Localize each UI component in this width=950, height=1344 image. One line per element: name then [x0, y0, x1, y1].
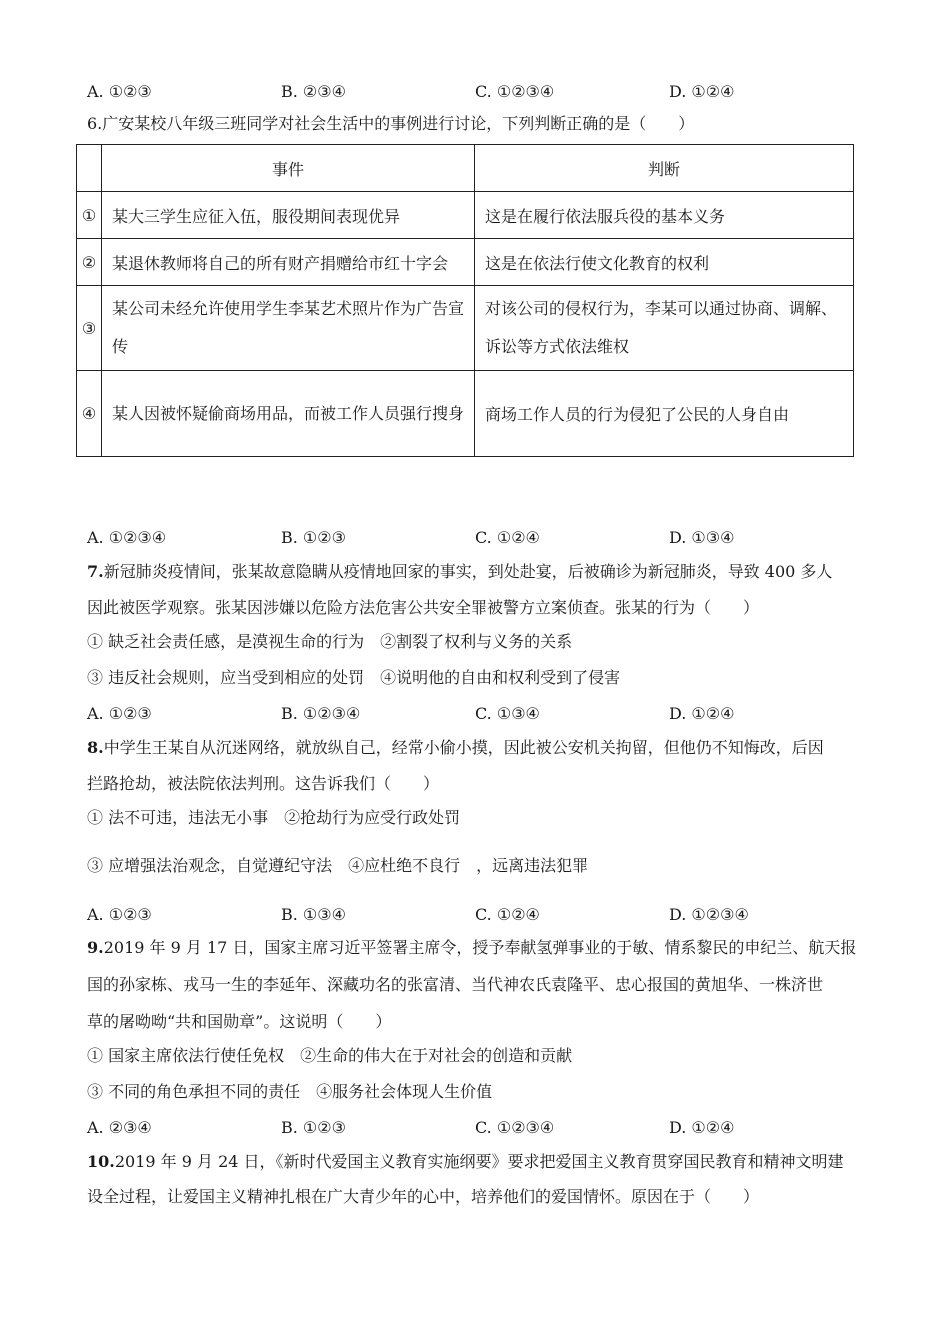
q8-option-b: B. ①③④	[281, 905, 346, 924]
row-judgment: 商场工作人员的行为侵犯了公民的人身自由	[475, 371, 854, 457]
row-judgment: 对该公司的侵权行为，李某可以通过协商、调解、诉讼等方式依法维权	[475, 286, 854, 371]
row-number: ②	[77, 239, 102, 286]
q7-option-d: D. ①②④	[669, 704, 735, 723]
q6-number: 6.	[87, 114, 103, 133]
q7-statements-line2: ③ 违反社会规则，应当受到相应的处罚 ④说明他的自由和权利受到了侵害	[87, 668, 621, 687]
table-header-row	[77, 145, 854, 192]
q9-option-b: B. ①②③	[281, 1118, 346, 1137]
q8-stem-line2: 拦路抢劫，被法院依法判刑。这告诉我们（ ）	[87, 774, 440, 793]
q7-statements-line1: ① 缺乏社会责任感，是漠视生命的行为 ②割裂了权利与义务的关系	[87, 632, 573, 651]
q7-stem-line2: 因此被医学观察。张某因涉嫌以危险方法危害公共安全罪被警方立案侦查。张某的行为（ ）	[87, 598, 760, 617]
q9-number: 9.	[87, 938, 104, 957]
q8-option-d: D. ①②③④	[669, 905, 749, 924]
q6-stem	[87, 114, 694, 134]
table-row	[77, 192, 854, 239]
q8-number: 8.	[87, 738, 104, 757]
table-row	[77, 371, 854, 457]
q7-option-b: B. ①②③④	[281, 704, 361, 723]
q9-statements-line2: ③ 不同的角色承担不同的责任 ④服务社会体现人生价值	[87, 1082, 493, 1101]
q9-option-c: C. ①②③④	[475, 1118, 555, 1137]
row-number: ④	[77, 371, 102, 457]
row-event: 某退休教师将自己的所有财产捐赠给市红十字会	[102, 239, 475, 286]
q8-option-c: C. ①②④	[475, 905, 540, 924]
q8-option-a: A. ①②③	[87, 905, 152, 924]
q7-option-c: C. ①③④	[475, 704, 540, 723]
row-judgment: 这是在依法行使文化教育的权利	[475, 239, 854, 286]
q6-option-a: A. ①②③④	[87, 528, 167, 547]
q10-stem-text: 2019 年 9 月 24 日，《新时代爱国主义教育实施纲要》要求把爱国主义教育贯穿国民教育和精神文明建	[114, 1152, 844, 1171]
q10-stem-line2: 设全过程，让爱国主义精神扎根在广大青少年的心中，培养他们的爱国情怀。原因在于（ ）	[87, 1187, 760, 1206]
q8-stem-text: 中学生王某自从沉迷网络，就放纵自己，经常小偷小摸，因此被公安机关拘留，但他仍不知悔改，后因	[103, 738, 824, 757]
q7-stem-text: 新冠肺炎疫情间，张某故意隐瞒从疫情地回家的事实，到处赴宴，后被确诊为新冠肺炎，导致 400 多人	[103, 562, 833, 581]
q5-option-b: B. ②③④	[281, 82, 346, 101]
table-header-judgment: 判断	[475, 145, 854, 192]
q5-option-c: C. ①②③④	[475, 82, 555, 101]
q7-stem-line1	[87, 562, 832, 582]
q8-statements-line2: ③ 应增强法治观念，自觉遵纪守法 ④应杜绝不良行 ，远离违法犯罪	[87, 856, 589, 875]
q9-stem-text: 2019 年 9 月 17 日，国家主席习近平签署主席令，授予奉献氢弹事业的于敏、情系黎民的申纪兰、航天报	[103, 938, 857, 957]
q10-stem-line1	[87, 1152, 844, 1172]
q9-stem-line2: 国的孙家栋、戎马一生的李延年、深藏功名的张富清、当代神农氏袁隆平、忠心报国的黄旭华、一株济世	[87, 975, 824, 994]
q10-number: 10.	[87, 1152, 115, 1171]
q8-statements-line1: ① 法不可违，违法无小事 ②抢劫行为应受行政处罚	[87, 808, 461, 827]
q9-option-d: D. ①②④	[669, 1118, 735, 1137]
q7-option-a: A. ①②③	[87, 704, 152, 723]
table-header-num	[77, 145, 102, 192]
q5-option-a: A. ①②③	[87, 82, 152, 101]
row-event: 某大三学生应征入伍，服役期间表现优异	[102, 192, 475, 239]
row-event: 某公司未经允许使用学生李某艺术照片作为广告宣传	[102, 286, 475, 371]
q9-statements-line1: ① 国家主席依法行使任免权 ②生命的伟大在于对社会的创造和贡献	[87, 1046, 573, 1065]
q9-stem-line1	[87, 938, 856, 958]
q6-option-d: D. ①③④	[669, 528, 735, 547]
q6-stem-text: 广安某校八年级三班同学对社会生活中的事例进行讨论，下列判断正确的是（ ）	[102, 114, 695, 133]
row-judgment: 这是在履行依法服兵役的基本义务	[475, 192, 854, 239]
table-row	[77, 286, 854, 371]
row-number: ①	[77, 192, 102, 239]
row-number: ③	[77, 286, 102, 371]
row-event: 某人因被怀疑偷商场用品，而被工作人员强行搜身	[102, 371, 475, 457]
q9-stem-line3: 草的屠呦呦“共和国勋章”。这说明（ ）	[87, 1012, 392, 1031]
q6-table	[76, 144, 854, 457]
q6-option-b: B. ①②③	[281, 528, 346, 547]
q5-option-d: D. ①②④	[669, 82, 735, 101]
q6-option-c: C. ①②④	[475, 528, 540, 547]
q8-stem-line1	[87, 738, 824, 758]
q7-number: 7.	[87, 562, 104, 581]
table-header-event: 事件	[102, 145, 475, 192]
q9-option-a: A. ②③④	[87, 1118, 152, 1137]
table-row	[77, 239, 854, 286]
